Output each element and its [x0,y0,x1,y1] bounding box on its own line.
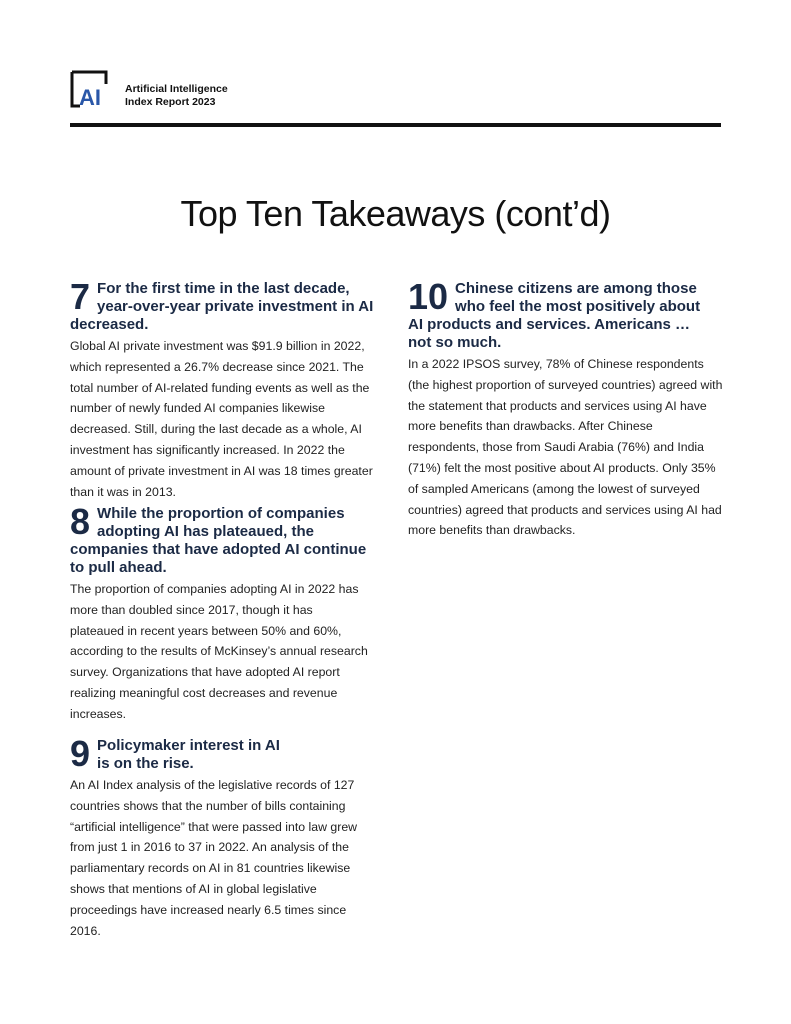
report-title [125,83,228,109]
takeaway-8 [70,501,370,725]
page-title: Top Ten Takeaways (cont’d) [180,193,611,234]
takeaway-number: 8 [70,501,91,542]
takeaway-number: 7 [70,276,91,317]
takeaway-heading: 9 Policymaker interest in AI is on the rise. [70,733,280,774]
header-divider [70,123,721,127]
takeaway-10 [408,276,723,541]
takeaway-heading: 7 For the first time in the last decade, year-over-year private investment in AI decreased. [70,276,374,333]
takeaway-9 [70,733,375,941]
takeaway-heading: 8 While the proportion of companies adopting AI has plateaued, the companies that have adopted AI continue to pull ahead. [70,501,367,576]
takeaway-number: 9 [70,733,91,774]
takeaway-body: Global AI private investment was $91.9 billion in 2022, which represented a 26.7% decrease since 2021. The total number of AI-related funding events as well as the number of newly funded AI companies likewise decreased. Still, during the last decade as a whole, AI investment has significantly increased. In 2022 the amount of private investment in AI was 18 times greater than it was in 2013. [70,339,373,499]
takeaway-body: The proportion of companies adopting AI in 2022 has more than doubled since 2017, though it has plateaued in recent years between 50% and 60%, according to the results of McKinsey’s annual research survey. Organizations that have adopted AI report realizing meaningful cost decreases and revenue increases. [70,582,368,721]
report-title-line1: Artificial Intelligence [125,83,228,95]
takeaway-body: An AI Index analysis of the legislative records of 127 countries shows that the number of bills containing “artificial intelligence” that were passed into law grew from just 1 in 2016 to 37 in 2022. An analysis of the parliamentary records on AI in 81 countries likewise shows that mentions of AI in global legislative proceedings have increased nearly 6.5 times since 2016. [70,778,358,938]
takeaway-7 [70,276,375,502]
ai-index-logo [70,70,114,108]
takeaway-number: 10 [408,276,449,317]
takeaway-body: In a 2022 IPSOS survey, 78% of Chinese respondents (the highest proportion of surveyed countries) agreed with the statement that products and services using AI have more benefits than drawbacks. After Chinese respondents, those from Saudi Arabia (76%) and India (71%) felt the most positive about AI products. Only 35% of sampled Americans (among the lowest of surveyed countries) agreed that products and services using AI had more benefits than drawbacks. [408,357,723,538]
report-title-line2: Index Report 2023 [125,96,216,108]
svg-text:AI: AI [79,85,101,108]
takeaway-heading: 10 Chinese citizens are among those who feel the most positively about AI products and services. Americans … not so much. [408,276,701,351]
